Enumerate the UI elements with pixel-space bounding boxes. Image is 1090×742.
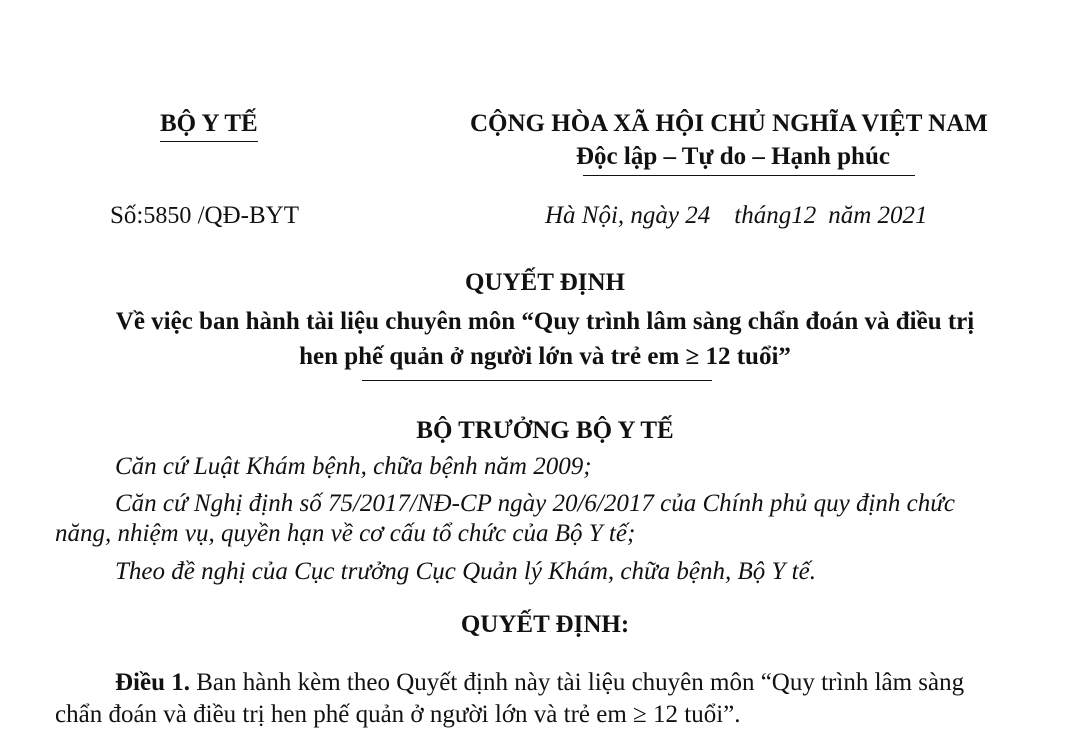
decision-subject-line-1: Về việc ban hành tài liệu chuyên môn “Quy trình lâm sàng chẩn đoán và điều trị <box>115 308 975 335</box>
article-1-line-2: chẩn đoán và điều trị hen phế quản ở người lớn và trẻ em ≥ 12 tuổi”. <box>55 701 741 728</box>
minister-title: BỘ TRƯỞNG BỘ Y TẾ <box>416 417 674 444</box>
document-number-prefix: Số: <box>110 202 144 229</box>
subject-underline <box>362 380 712 381</box>
place-date-prefix: Hà Nội, ngày <box>545 202 686 229</box>
article-1-label: Điều 1. <box>115 669 190 696</box>
decision-subject-line-2: hen phế quản ở người lớn và trẻ em ≥ 12 tuổi” <box>299 343 791 370</box>
republic-name: CỘNG HÒA XÃ HỘI CHỦ NGHĨA VIỆT NAM <box>470 110 988 137</box>
ministry-underline <box>160 141 258 142</box>
legal-basis-2-line-2: năng, nhiệm vụ, quyền hạn về cơ cấu tổ chức của Bộ Y tế; <box>55 520 636 547</box>
resolution-title: QUYẾT ĐỊNH: <box>460 611 630 638</box>
article-1-text: Ban hành kèm theo Quyết định này tài liệu chuyên môn “Quy trình lâm sàng <box>190 669 965 696</box>
national-motto: Độc lập – Tự do – Hạnh phúc <box>576 143 890 170</box>
date-day: 24 <box>685 202 711 229</box>
ministry-name: BỘ Y TẾ <box>160 110 258 137</box>
place-and-date <box>545 202 928 230</box>
decision-title: QUYẾT ĐỊNH <box>465 269 625 296</box>
article-1-line-1 <box>115 669 964 697</box>
document-number-suffix: /QĐ-BYT <box>191 202 299 229</box>
motto-underline <box>583 175 915 176</box>
legal-basis-3: Theo đề nghị của Cục trưởng Cục Quản lý Khám, chữa bệnh, Bộ Y tế. <box>115 558 816 585</box>
date-year: năm 2021 <box>828 202 928 229</box>
legal-basis-2-line-1: Căn cứ Nghị định số 75/2017/NĐ-CP ngày 20/6/2017 của Chính phủ quy định chức <box>115 490 955 517</box>
document-number <box>110 202 299 230</box>
date-month-label: tháng <box>734 202 792 229</box>
document-number-value: 5850 <box>143 203 192 229</box>
legal-basis-1: Căn cứ Luật Khám bệnh, chữa bệnh năm 2009; <box>115 453 592 480</box>
date-month: 12 <box>791 202 817 229</box>
